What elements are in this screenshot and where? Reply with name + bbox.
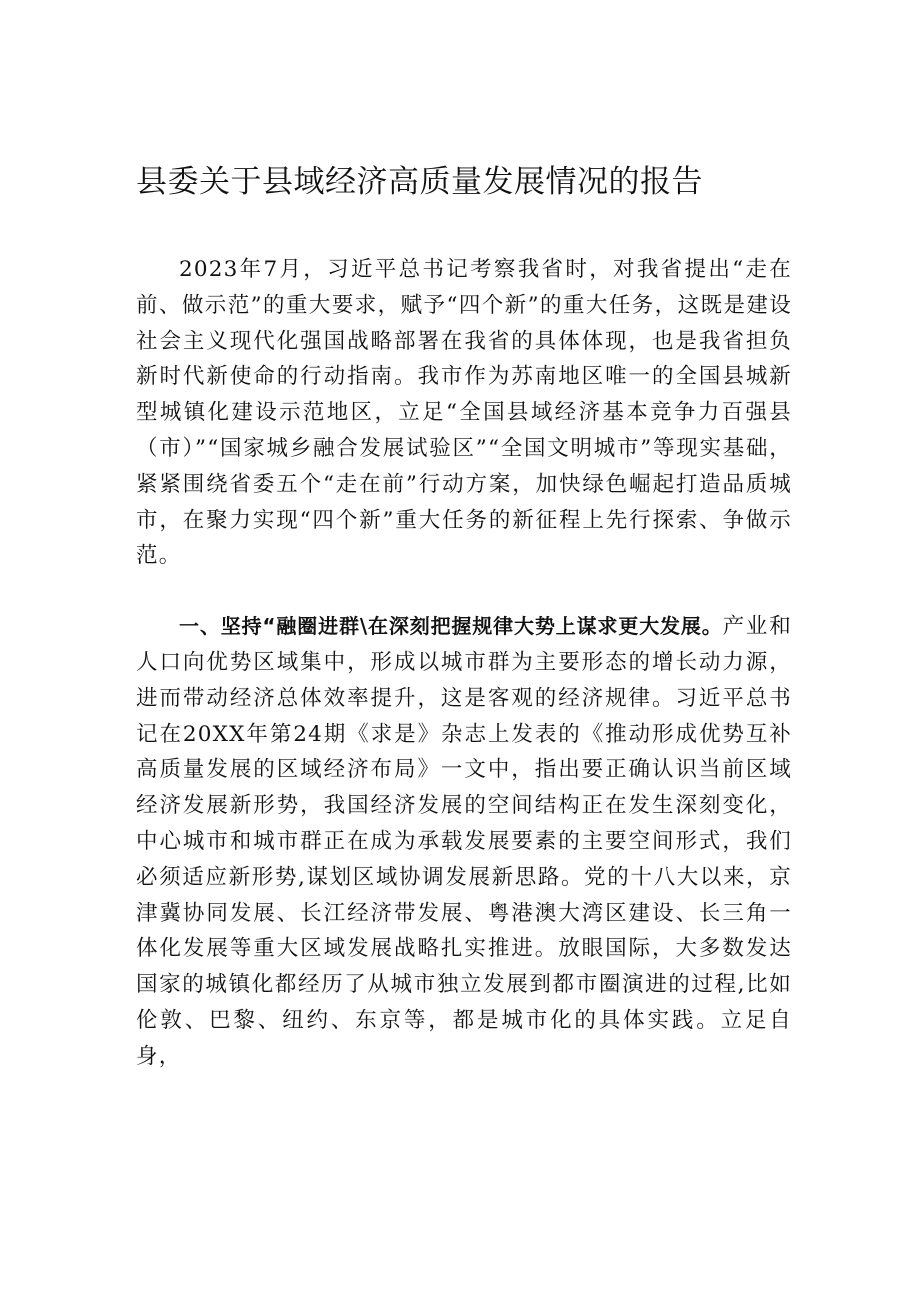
- section-one-text: 产业和人口向优势区域集中，形成以城市群为主要形态的增长动力源，进而带动经济总体效率提升，这是客观的经济规律。习近平总书记在20XX年第24期《求是》杂志上发表的《推动形成优势互补高质量发展的区域经济布局》一文中，指出要正确认识当前区域经济发展新形势，我国经济发展的空间结构正在发生深刻变化，中心城市和城市群正在成为承载发展要素的主要空间形式，我们必须适应新形势,谋划区域协调发展新思路。党的十八大以来，京津冀协同发展、长江经济带发展、粤港澳大湾区建设、长三角一体化发展等重大区域发展战略扎实推进。放眼国际，大多数发达国家的城镇化都经历了从城市独立发展到都市圈演进的过程,比如伦敦、巴黎、纽约、东京等，都是城市化的具体实践。立足自身，: [136, 614, 792, 1069]
- document-title: 县委关于县域经济高质量发展情况的报告: [136, 164, 703, 200]
- section-one-heading: 一、坚持“融圈进群\在深刻把握规律大势上谋求更大发展。: [179, 614, 723, 639]
- paragraph-section-one: [136, 609, 792, 1074]
- paragraph-intro: [136, 252, 792, 574]
- paragraph-intro-text: 2023年7月，习近平总书记考察我省时，对我省提出“走在前、做示范”的重大要求，赋予“四个新”的重大任务，这既是建设社会主义现代化强国战略部署在我省的具体体现，也是我省担负新时代新使命的行动指南。我市作为苏南地区唯一的全国县城新型城镇化建设示范地区，立足“全国县域经济基本竞争力百强县（市）”“国家城乡融合发展试验区”“全国文明城市”等现实基础，紧紧围绕省委五个“走在前”行动方案，加快绿色崛起打造品质城市，在聚力实现“四个新”重大任务的新征程上先行探索、争做示范。: [136, 257, 792, 569]
- document-body: [136, 252, 792, 1075]
